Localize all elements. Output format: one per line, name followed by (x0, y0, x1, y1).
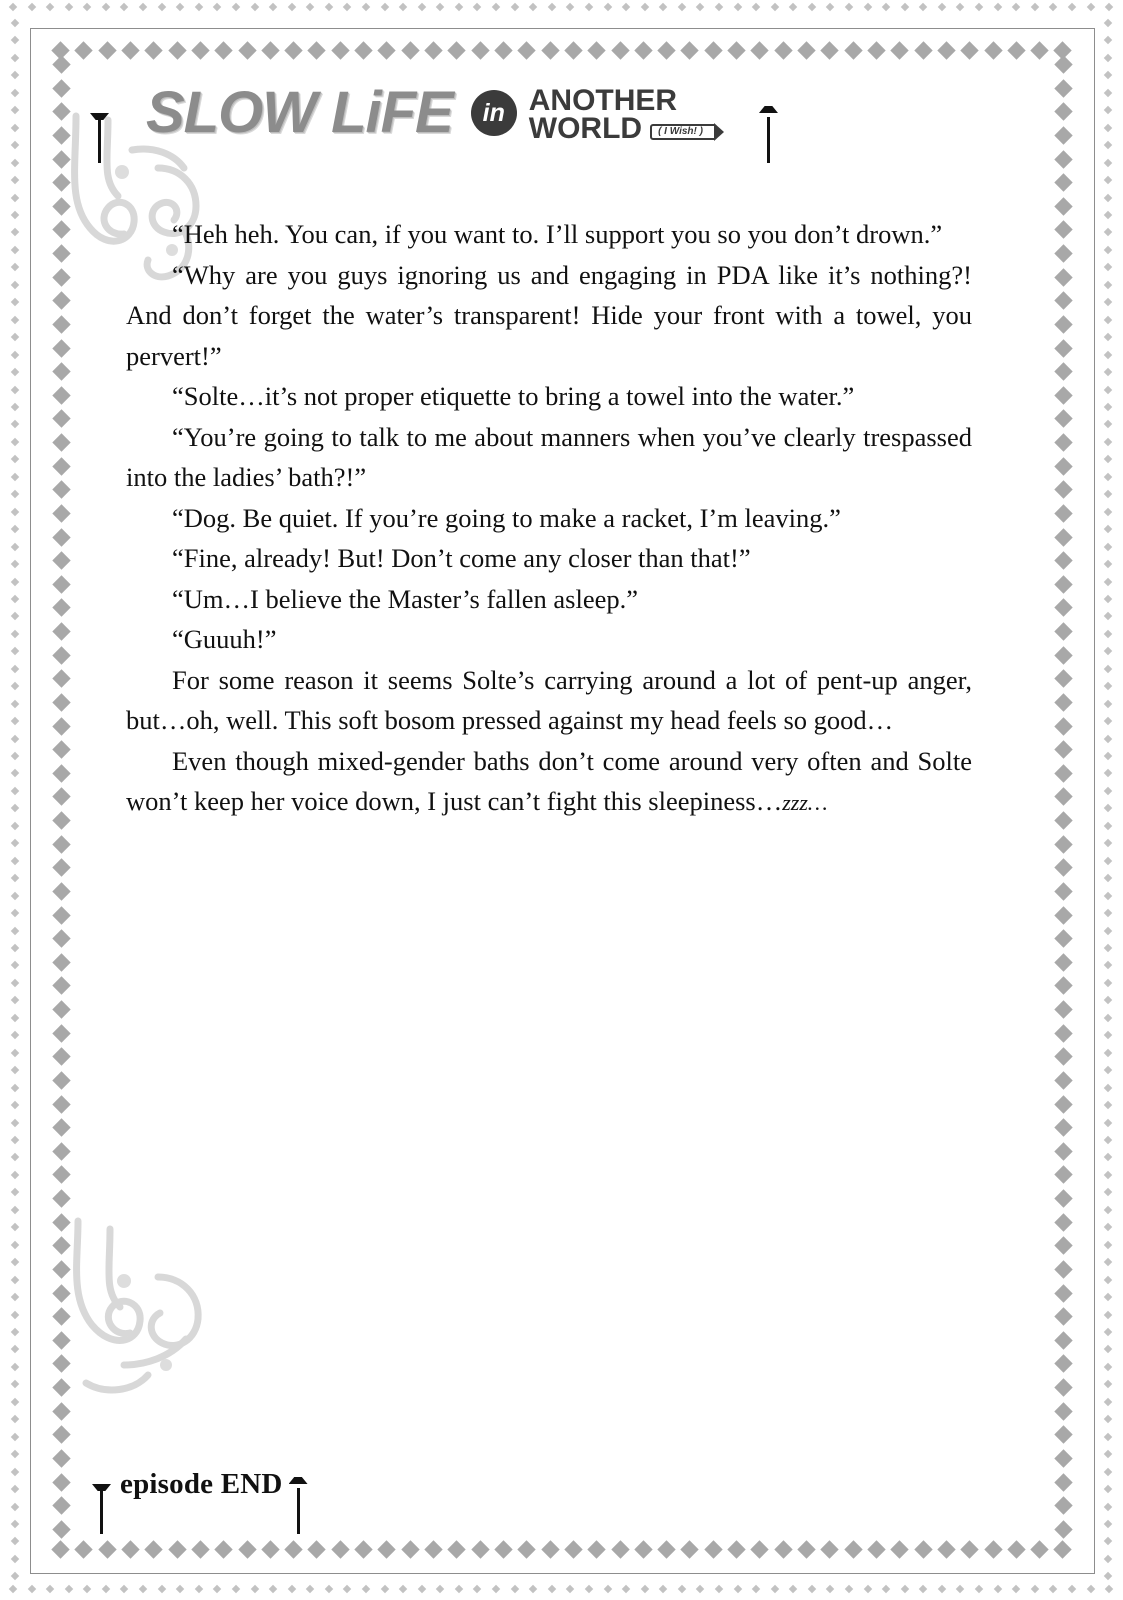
border-diamond-row-top-outer (10, 4, 1113, 10)
episode-end-label: episode END (120, 1467, 283, 1500)
border-diamond-row-bottom-outer (10, 1586, 1113, 1592)
paragraph: “Solte…it’s not proper etiquette to bring a towel into the water.” (172, 381, 855, 411)
logo-in-badge: in (471, 90, 517, 136)
episode-end-marker (92, 1460, 311, 1508)
paragraph: “Fine, already! But! Don’t come any closer than that!” (172, 543, 751, 573)
paragraph: “Dog. Be quiet. If you’re going to make a racket, I’m leaving.” (172, 502, 841, 533)
paragraph: “Guuuh!” (172, 624, 277, 654)
series-logo (90, 72, 910, 154)
logo-title-right-line2: WORLD (528, 112, 643, 145)
diamond (9, 3, 17, 11)
border-diamond-row-bottom (54, 1543, 1070, 1556)
paragraph: “Heh heh. You can, if you want to. I’ll support you so you don’t drown.” (172, 219, 943, 249)
border-diamond-col-left-outer (8, 20, 22, 1580)
border-diamond-row-top (54, 44, 1070, 57)
paragraph: “You’re going to talk to me about manners when you’ve clearly trespassed into the ladies’ bath?!” (126, 421, 972, 492)
paragraph: “Um…I believe the Master’s fallen asleep.” (172, 583, 639, 614)
ornament-flourish-bottom-left (62, 1215, 232, 1405)
border-diamond-col-right (1050, 58, 1076, 1536)
story-body (126, 214, 972, 824)
paragraph: “Why are you guys ignoring us and engaging in PDA like it’s nothing?! And don’t forget the water’s transparent! Hide your front with a towel, you pervert!” (126, 259, 972, 371)
logo-title-right (528, 83, 717, 145)
paragraph: For some reason it seems Solte’s carrying around a lot of pent-up anger, but…oh, well. This soft bosom pressed against my head feels so good… (126, 664, 972, 735)
paragraph-final-text: Even though mixed-gender baths don’t come around very often and Solte won’t keep her voice down, I just can’t fight this sleepiness… (126, 745, 972, 816)
border-diamond-col-right-outer (1101, 20, 1115, 1580)
paragraph-final (126, 741, 972, 824)
logo-tagline-badge: ( I Wish! ) (650, 124, 717, 140)
sleep-sfx: zzz… (782, 790, 828, 815)
logo-title-main: SLOW LiFE (146, 80, 453, 145)
logo-title-right-line1: ANOTHER (528, 83, 678, 117)
